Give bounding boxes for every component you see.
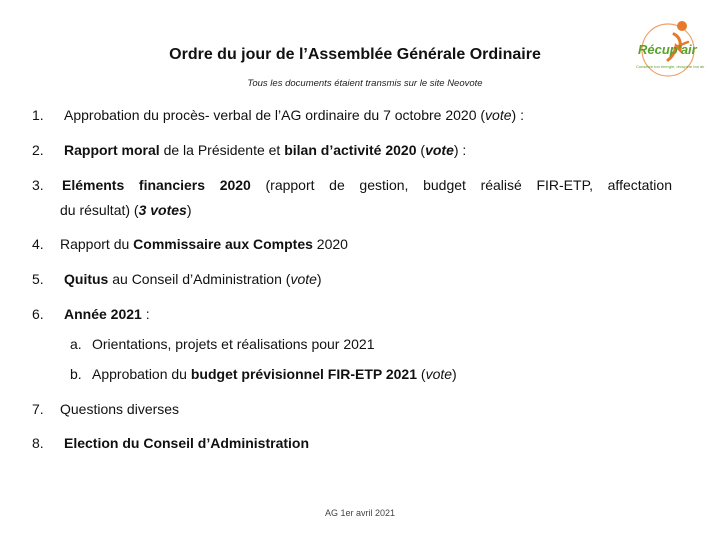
- item-tail: :: [141, 306, 150, 322]
- subitem-letter: b.: [70, 366, 82, 382]
- item-text: (rapport de gestion, budget réalisé FIR-ETP, affectation: [250, 177, 672, 193]
- page-footer: AG 1er avril 2021: [324, 508, 396, 518]
- agenda-item-3: [32, 174, 672, 196]
- item-bold: Rapport moral: [64, 142, 160, 158]
- item-bold: Année 2021: [64, 306, 142, 322]
- item-text: du résultat) (: [60, 202, 139, 218]
- item-number: 6.: [32, 306, 44, 322]
- item-bold: Commissaire aux Comptes: [133, 236, 313, 252]
- item-text: Approbation du procès- verbal de l’AG ordinaire du 7 octobre 2020 (: [64, 107, 486, 123]
- page-title: Ordre du jour de l’Assemblée Générale Ordinaire: [169, 46, 541, 63]
- agenda-item-5: [32, 268, 682, 290]
- item-text: Rapport du: [60, 236, 134, 252]
- item-number: 7.: [32, 401, 44, 417]
- agenda-item-8: [32, 432, 682, 454]
- item-number: 4.: [32, 236, 44, 252]
- item-bold: Election du Conseil d’Administration: [64, 435, 310, 451]
- subitem-letter: a.: [70, 336, 82, 352]
- subitem-tail: ): [452, 366, 457, 382]
- agenda-item-4: [32, 233, 682, 255]
- agenda-subitem-6a: [70, 333, 670, 355]
- page-subtitle: Tous les documents étaient transmis sur le site Neovote: [247, 78, 483, 89]
- recupair-logo: [630, 16, 708, 78]
- item-number: 8.: [32, 435, 44, 451]
- vote-label: vote: [290, 271, 317, 287]
- agenda-item-3-continuation: [60, 199, 710, 221]
- agenda-subitem-6b: [70, 363, 670, 385]
- item-number: 5.: [32, 271, 44, 287]
- vote-label: vote: [425, 366, 453, 382]
- svg-text:Récup'air: Récup'air: [638, 42, 697, 57]
- subitem-text: Approbation du: [92, 366, 191, 382]
- item-tail: ) :: [511, 107, 524, 123]
- subitem-text: Orientations, projets et réalisations pour 2021: [92, 336, 375, 352]
- item-text: de la Présidente et: [159, 142, 285, 158]
- item-tail: ): [316, 271, 322, 287]
- item-tail: 2020: [312, 236, 348, 252]
- item-number: 3.: [32, 177, 44, 193]
- item-text: au Conseil d’Administration (: [108, 271, 291, 287]
- vote-label: vote: [425, 142, 454, 158]
- subitem-bold: budget prévisionnel FIR-ETP 2021: [190, 366, 417, 382]
- agenda-item-7: [32, 398, 682, 420]
- subitem-paren: (: [417, 366, 426, 382]
- item-bold: Eléments financiers 2020: [62, 177, 251, 193]
- agenda-item-1: [32, 104, 682, 126]
- item-bold: bilan d’activité 2020: [284, 142, 417, 158]
- item-text: Questions diverses: [60, 401, 180, 417]
- vote-label: vote: [485, 107, 512, 123]
- votes-label: 3 votes: [138, 202, 187, 218]
- item-number: 1.: [32, 107, 44, 123]
- agenda-item-6: [32, 303, 682, 325]
- svg-text:Conserve ton énergie, récupère: Conserve ton énergie, récupère ton air: [636, 64, 705, 69]
- item-tail: ): [186, 202, 192, 218]
- item-tail: ) :: [453, 142, 467, 158]
- agenda-item-2: [32, 139, 682, 161]
- item-paren: (: [416, 142, 426, 158]
- item-number: 2.: [32, 142, 44, 158]
- item-bold: Quitus: [64, 271, 109, 287]
